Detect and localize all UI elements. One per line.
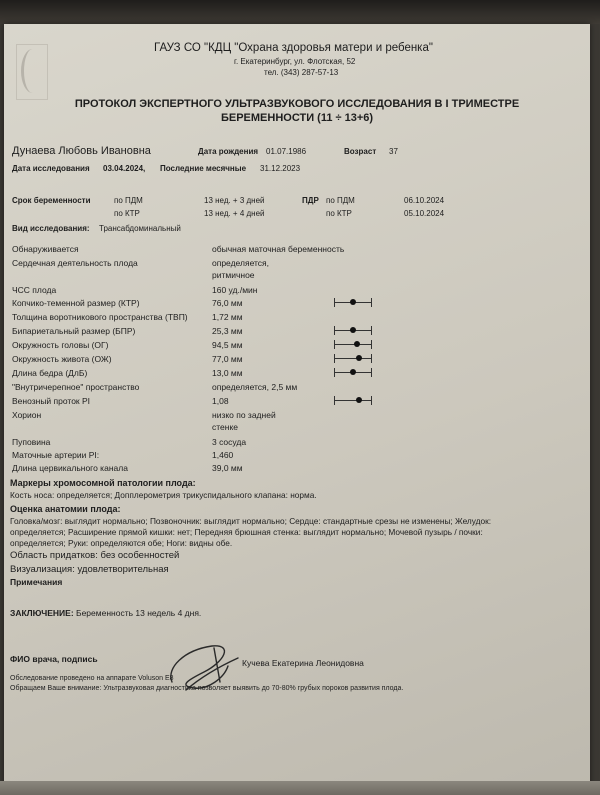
measure-label: Маточные артерии PI:: [12, 450, 100, 460]
doctor-label: ФИО врача, подпись: [10, 654, 98, 664]
measure-label: Окружность головы (ОГ): [12, 340, 109, 350]
document-sheet: [4, 24, 590, 795]
exam-type-label: Вид исследования:: [12, 224, 90, 233]
age-value: 37: [389, 147, 398, 156]
measure-label: Длина цервикального канала: [12, 463, 128, 473]
pdr-ktr-label: по КТР: [326, 209, 352, 218]
dob-label: Дата рождения: [198, 147, 259, 156]
patient-name: Дунаева Любовь Ивановна: [12, 145, 151, 157]
measure-value: определяется, 2,5 мм: [212, 382, 298, 392]
anatomy-title: Оценка анатомии плода:: [10, 504, 121, 514]
term-ktr-value: 13 нед. + 4 дней: [204, 209, 265, 218]
measure-label: "Внутричерепное" пространство: [12, 382, 140, 392]
term-ktr-label: по КТР: [114, 209, 140, 218]
protocol-title-line1: ПРОТОКОЛ ЭКСПЕРТНОГО УЛЬТРАЗВУКОВОГО ИССЛЕДОВАНИЯ В I ТРИМЕСТРЕ: [74, 98, 520, 110]
percentile-marker-og: [334, 340, 372, 350]
exam-type-value: Трансабдоминальный: [99, 224, 181, 233]
measure-label: Бипариетальный размер (БПР): [12, 326, 136, 336]
measure-label: Обнаруживается: [12, 244, 79, 254]
measure-label: Хорион: [12, 410, 42, 420]
lmp-label: Последние месячные: [160, 164, 247, 173]
protocol-title-line2: БЕРЕМЕННОСТИ (11 ÷ 13+6): [220, 112, 374, 124]
measure-value: 1,08: [212, 396, 229, 406]
measure-value: 160 уд./мин: [212, 285, 258, 295]
pdr-pdm-value: 06.10.2024: [404, 196, 445, 205]
measure-label: Копчико-теменной размер (КТР): [12, 298, 140, 308]
measure-value: 94,5 мм: [212, 340, 243, 350]
doctor-name: Кучева Екатерина Леонидовна: [242, 658, 364, 668]
percentile-marker-ktr: [334, 298, 372, 308]
exam-date-value: 03.04.2024,: [103, 164, 146, 173]
term-label: Срок беременности: [12, 196, 91, 205]
conclusion-label: ЗАКЛЮЧЕНИЕ:: [10, 608, 74, 618]
measure-label: Длина бедра (ДлБ): [12, 368, 88, 378]
clinic-phone: тел. (343) 287-57-13: [264, 68, 339, 77]
footer-note: Обращаем Ваше внимание: Ультразвуковая диагностика позволяет выявить до 70-80% грубых пороков развития плода.: [10, 685, 404, 692]
percentile-marker-ozh: [334, 354, 372, 364]
age-label: Возраст: [344, 147, 377, 156]
clinic-name: ГАУЗ СО "КДЦ "Охрана здоровья матери и ребенка": [154, 42, 433, 54]
clinic-logo: [16, 44, 48, 100]
measure-value: 1,72 мм: [212, 312, 243, 322]
measure-value: 25,3 мм: [212, 326, 243, 336]
percentile-marker-venous-duct: [334, 396, 372, 406]
photo-background-bottom: [0, 781, 600, 795]
percentile-marker-bpr: [334, 326, 372, 336]
measure-value: обычная маточная беременность: [212, 244, 345, 254]
measure-value: 1,460: [212, 450, 234, 460]
measure-label: Венозный проток PI: [12, 396, 91, 406]
lmp-value: 31.12.2023: [260, 164, 301, 173]
notes-label: Примечания: [10, 577, 63, 587]
footer-device: Обследование проведено на аппарате Voluson E8: [10, 675, 174, 682]
dob-value: 01.07.1986: [266, 147, 307, 156]
measure-value: определяется,: [212, 258, 270, 268]
photo-background-top: [0, 0, 600, 24]
pdr-pdm-label: по ПДМ: [326, 196, 355, 205]
measure-value: ритмичное: [212, 270, 255, 280]
markers-title: Маркеры хромосомной патологии плода:: [10, 478, 196, 488]
visualization-text: Визуализация: удовлетворительная: [10, 564, 169, 575]
measure-label: Окружность живота (ОЖ): [12, 354, 112, 364]
clinic-address: г. Екатеринбург, ул. Флотская, 52: [234, 57, 356, 66]
anatomy-line-2: определяется; Расширение прямой кишки: нет; Передняя брюшная стенка: выглядит нормально; Мочевой пузырь / почки:: [10, 527, 483, 537]
measure-value: 76,0 мм: [212, 298, 243, 308]
term-pdm-value: 13 нед. + 3 дней: [204, 196, 265, 205]
measure-value: 77,0 мм: [212, 354, 243, 364]
measure-label: ЧСС плода: [12, 285, 57, 295]
measure-value: стенке: [212, 422, 239, 432]
conclusion-text: Беременность 13 недель 4 дня.: [76, 608, 202, 618]
anatomy-line-3: определяется; Руки: определяются обе; Ноги: видны обе.: [10, 538, 233, 548]
measure-value: низко по задней: [212, 410, 276, 420]
pdr-ktr-value: 05.10.2024: [404, 209, 445, 218]
percentile-marker-dlb: [334, 368, 372, 378]
term-pdm-label: по ПДМ: [114, 196, 143, 205]
appendages-text: Область придатков: без особенностей: [10, 550, 180, 561]
measure-value: 13,0 мм: [212, 368, 243, 378]
measure-value: 3 сосуда: [212, 437, 247, 447]
logo-mark-icon: [21, 49, 44, 93]
exam-date-label: Дата исследования: [12, 164, 90, 173]
pdr-label: ПДР: [302, 196, 319, 205]
measure-label: Пуповина: [12, 437, 51, 447]
measure-label: Толщина воротникового пространства (ТВП): [12, 312, 188, 322]
measure-label: Сердечная деятельность плода: [12, 258, 138, 268]
measure-value: 39,0 мм: [212, 463, 243, 473]
markers-text: Кость носа: определяется; Допплерометрия трикуспидального клапана: норма.: [10, 490, 317, 500]
anatomy-line-1: Головка/мозг: выглядит нормально; Позвоночник: выглядит нормально; Сердце: стандартные срезы не изменены; Желудок:: [10, 516, 492, 526]
